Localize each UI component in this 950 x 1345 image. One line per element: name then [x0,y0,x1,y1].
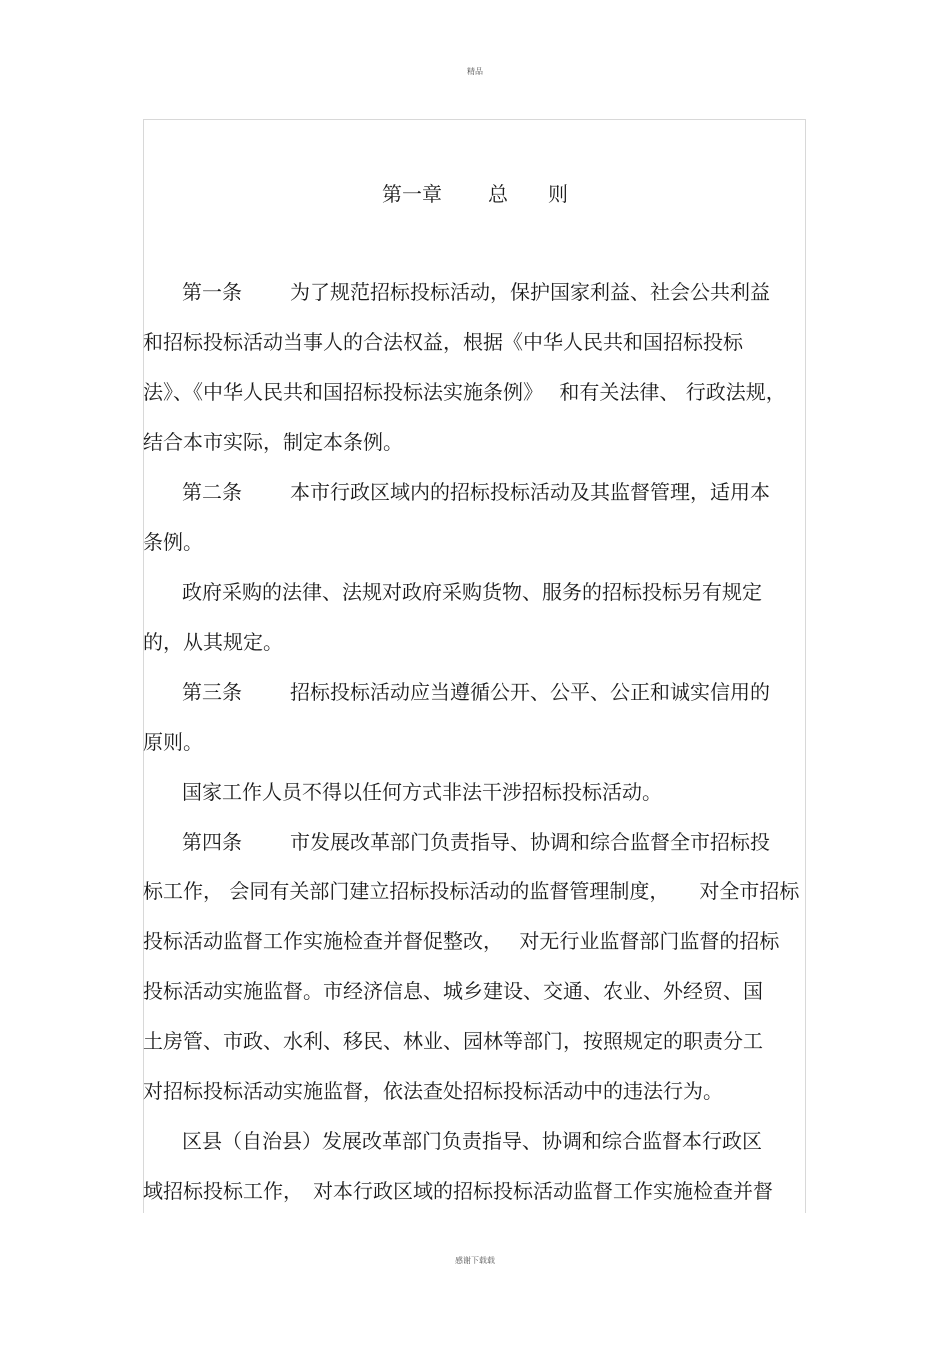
article-3-label: 第三条 [182,680,242,704]
header-watermark: 精品 [467,67,483,76]
article-4-line-1 [182,830,770,854]
article-4-text-1: 市发展改革部门负责指导、协调和综合监督全市招标投 [290,830,770,854]
chapter-word-2: 则 [548,182,568,206]
chapter-title [0,178,950,207]
article-1-label: 第一条 [182,280,242,304]
article-2-text-1: 本市行政区域内的招标投标活动及其监督管理，适用本 [290,480,770,504]
article-2-line-1 [182,480,770,504]
paragraph-4-line-2: 域招标投标工作， 对本行政区域的招标投标活动监督工作实施检查并督 [143,1179,773,1203]
article-2-line-2: 条例。 [143,530,203,554]
article-4-line-5: 土房管、市政、水利、移民、林业、园林等部门，按照规定的职责分工 [143,1029,763,1053]
article-4-line-6: 对招标投标活动实施监督，依法查处招标投标活动中的违法行为。 [143,1079,723,1103]
article-4-line-3: 投标活动监督工作实施检查并督促整改， 对无行业监督部门监督的招标 [143,929,780,953]
paragraph-3-line-1: 国家工作人员不得以任何方式非法干涉招标投标活动。 [182,780,662,804]
article-4-line-2: 标工作， 会同有关部门建立招标投标活动的监督管理制度， 对全市招标 [143,879,800,903]
article-1-line-2: 和招标投标活动当事人的合法权益，根据《中华人民共和国招标投标 [143,330,743,354]
article-1-line-3: 法》、《中华人民共和国招标投标法实施条例》 和有关法律、 行政法规， [143,380,786,404]
article-3-text-1: 招标投标活动应当遵循公开、公平、公正和诚实信用的 [290,680,770,704]
article-4-label: 第四条 [182,830,242,854]
article-4-line-4: 投标活动实施监督。市经济信息、城乡建设、交通、农业、外经贸、国 [143,979,763,1003]
paragraph-2-line-2: 的，从其规定。 [143,630,283,654]
article-1-text-1: 为了规范招标投标活动，保护国家利益、社会公共利益 [290,280,770,304]
paragraph-2-line-1: 政府采购的法律、法规对政府采购货物、服务的招标投标另有规定 [182,580,762,604]
footer-watermark: 感谢下载载 [455,1256,495,1265]
article-3-line-1 [182,680,770,704]
chapter-label: 第一章 [382,182,442,206]
article-1-line-4: 结合本市实际，制定本条例。 [143,430,403,454]
paragraph-4-line-1: 区县（自治县）发展改革部门负责指导、协调和综合监督本行政区 [182,1129,762,1153]
article-2-label: 第二条 [182,480,242,504]
article-1-line-1 [182,280,770,304]
article-3-line-2: 原则。 [143,730,203,754]
chapter-word-1: 总 [488,182,508,206]
